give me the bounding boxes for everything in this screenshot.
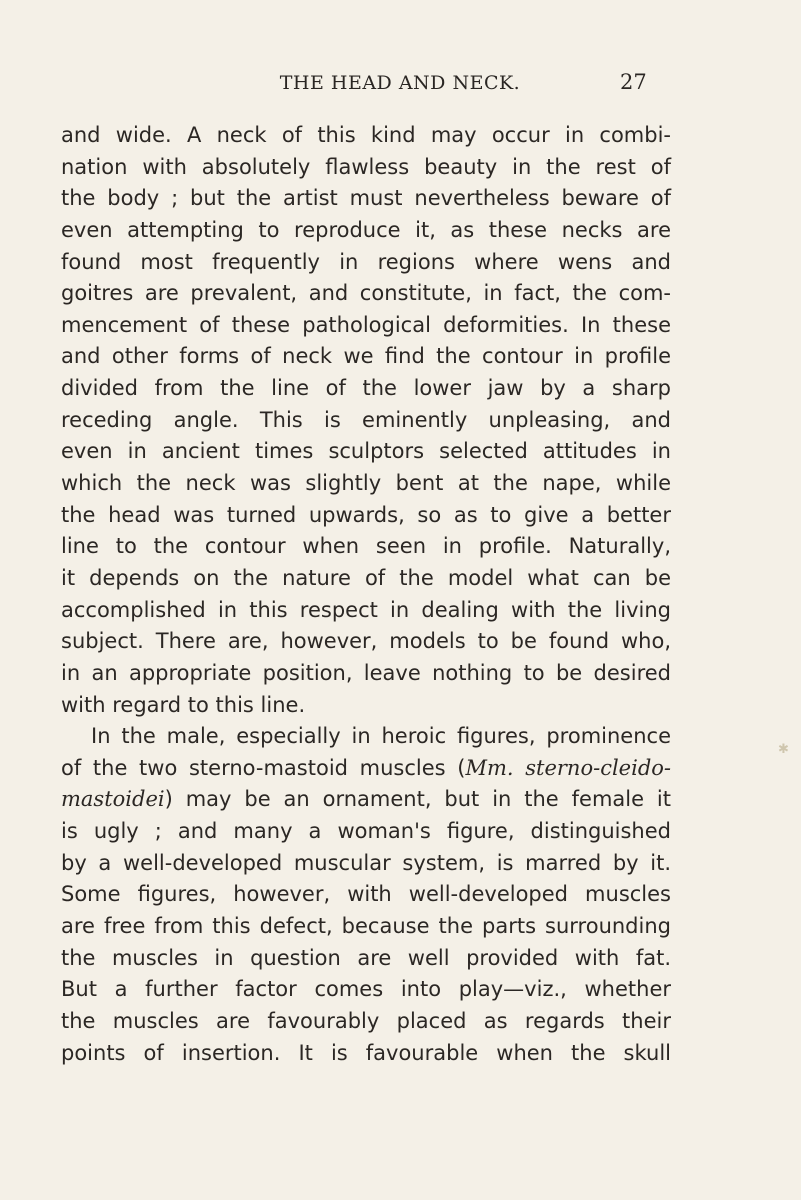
paragraph-start-line: In the male, especially in heroic figures, prominence xyxy=(91,724,671,749)
text-line: the head was turned upwards, so as to give a better xyxy=(61,502,671,527)
text-line: accomplished in this respect in dealing with the living xyxy=(61,597,671,622)
text-line: are free from this defect, because the parts surrounding xyxy=(61,914,671,939)
text-line: divided from the line of the lower jaw by a sharp xyxy=(61,376,671,401)
text-line: and other forms of neck we find the contour in profile xyxy=(61,344,671,369)
text-line: which the neck was slightly bent at the nape, while xyxy=(61,471,671,496)
text-line: the muscles are favourably placed as regards their xyxy=(61,1008,671,1033)
page-number: 27 xyxy=(620,70,647,94)
latin-term: Mm. sterno-cleido- xyxy=(465,755,671,780)
text-line: nation with absolutely flawless beauty in the rest of xyxy=(61,154,671,179)
body-text xyxy=(61,120,671,1069)
text-line: receding angle. This is eminently unpleasing, and xyxy=(61,407,671,432)
text-line: and wide. A neck of this kind may occur in combi- xyxy=(61,123,671,147)
text-line: is ugly ; and many a woman's figure, distinguished xyxy=(61,819,671,844)
text-line: line to the contour when seen in profile. Naturally, xyxy=(61,534,671,559)
paragraph-end-line: with regard to this line. xyxy=(61,692,306,717)
text-line: even in ancient times sculptors selected attitudes in xyxy=(61,439,671,464)
text-line: Some figures, however, with well-developed muscles xyxy=(61,882,671,907)
text-line: in an appropriate position, leave nothing to be desired xyxy=(61,660,671,685)
text-line-with-italic xyxy=(61,753,671,785)
latin-term: mastoidei xyxy=(61,787,165,812)
text-line: points of insertion. It is favourable when the skull xyxy=(61,1040,671,1065)
paper-blemish-icon: ✱ xyxy=(778,742,789,757)
text-fragment: of the two sterno-mastoid muscles ( xyxy=(61,755,466,780)
text-line: even attempting to reproduce it, as these necks are xyxy=(61,217,671,242)
text-line: the body ; but the artist must nevertheless beware of xyxy=(61,186,671,211)
running-head: THE HEAD AND NECK. xyxy=(279,72,521,94)
text-line: found most frequently in regions where wens and xyxy=(61,249,671,274)
text-fragment: ) may be an ornament, but in the female it xyxy=(164,787,671,812)
text-line: subject. There are, however, models to be found who, xyxy=(61,629,671,654)
text-line: by a well-developed muscular system, is marred by it. xyxy=(61,850,671,875)
text-line-with-italic xyxy=(61,784,671,816)
text-line: But a further factor comes into play—viz., whether xyxy=(61,977,671,1002)
text-line: it depends on the nature of the model what can be xyxy=(61,565,671,590)
text-line: mencement of these pathological deformities. In these xyxy=(61,312,671,337)
text-line: goitres are prevalent, and constitute, in fact, the com- xyxy=(61,281,671,306)
text-line: the muscles in question are well provided with fat. xyxy=(61,945,671,970)
